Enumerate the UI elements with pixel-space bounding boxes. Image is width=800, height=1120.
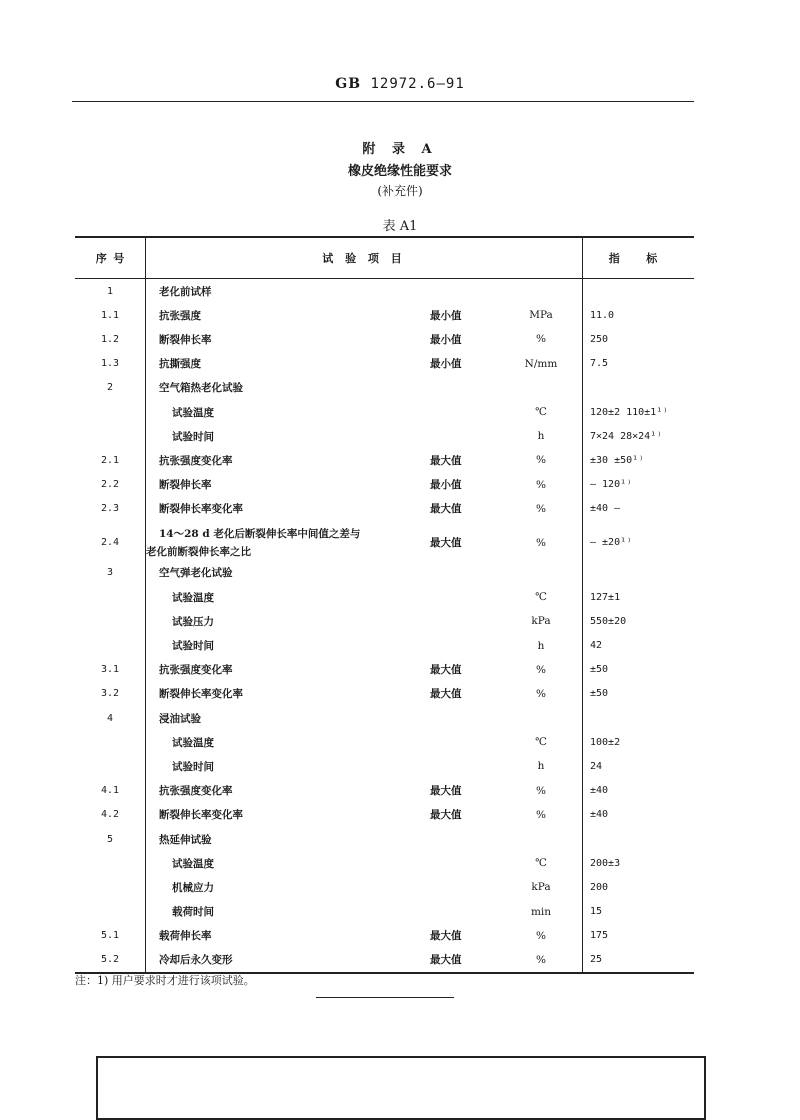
row-unit: kPa (531, 615, 551, 628)
row-unit: % (536, 663, 546, 676)
table-row (75, 352, 694, 376)
row-number (75, 609, 146, 633)
table-row (75, 609, 694, 633)
table-row (75, 658, 694, 682)
row-number: 2.4 (75, 521, 146, 561)
row-limit (430, 851, 500, 875)
row-unit: N/mm (524, 357, 558, 370)
row-unit: % (536, 333, 546, 346)
row-number: 5.1 (75, 924, 146, 948)
row-value: — 120¹⁾ (583, 473, 695, 497)
row-value (583, 279, 695, 304)
row-value: 24 (583, 754, 695, 778)
row-value (583, 561, 695, 585)
row-value: 175 (583, 924, 695, 948)
row-value: 7×24 28×24¹⁾ (583, 424, 695, 448)
row-unit: MPa (529, 309, 553, 322)
standard-code-number: 12972.6—91 (361, 76, 465, 92)
row-item: 热延伸试验 (159, 833, 212, 846)
row-limit (430, 376, 500, 400)
row-item: 试验压力 (172, 615, 214, 628)
row-value: ±50 (583, 682, 695, 706)
row-value: 100±2 (583, 730, 695, 754)
row-limit: 最大值 (430, 503, 462, 516)
table-row (75, 851, 694, 875)
row-number (75, 851, 146, 875)
footnote: 注：1) 用户要求时才进行该项试验。 (75, 974, 255, 987)
row-unit: kPa (531, 881, 551, 894)
row-item: 抗张强度 (159, 309, 201, 322)
row-item: 载荷时间 (172, 906, 214, 919)
row-item: 试验时间 (172, 760, 214, 773)
row-unit: % (536, 784, 546, 797)
row-number: 2 (75, 376, 146, 400)
table-row (75, 400, 694, 424)
row-value: 120±2 110±1¹⁾ (583, 400, 695, 424)
row-unit: % (536, 536, 546, 549)
row-limit: 最大值 (430, 664, 462, 677)
row-number (75, 633, 146, 657)
row-unit: h (537, 430, 545, 443)
row-limit (430, 424, 500, 448)
row-unit (500, 279, 583, 304)
row-item: 空气弹老化试验 (159, 567, 233, 580)
row-value: ±50 (583, 658, 695, 682)
row-value: ±40 (583, 779, 695, 803)
row-value: 200±3 (583, 851, 695, 875)
row-value: — ±20¹⁾ (583, 521, 695, 561)
row-unit: % (536, 929, 546, 942)
row-number (75, 754, 146, 778)
row-limit: 最大值 (430, 930, 462, 943)
table-row (75, 924, 694, 948)
row-value: 15 (583, 900, 695, 924)
row-unit (500, 376, 583, 400)
row-unit: ℃ (535, 736, 547, 749)
row-item-line: 老化前断裂伸长率之比 (146, 545, 251, 558)
row-number: 5.2 (75, 948, 146, 973)
row-value: 11.0 (583, 303, 695, 327)
table-header-row (75, 237, 694, 279)
row-limit: 最小值 (430, 358, 462, 371)
row-limit: 最小值 (430, 309, 462, 322)
row-value: 25 (583, 948, 695, 973)
row-limit (430, 609, 500, 633)
appendix-name: 橡皮绝缘性能要求 (347, 164, 452, 179)
row-value: 550±20 (583, 609, 695, 633)
row-limit: 最大值 (430, 454, 462, 467)
appendix-note: (补充件) (377, 184, 423, 198)
row-unit: % (536, 687, 546, 700)
row-item: 空气箱热老化试验 (159, 382, 243, 395)
row-item (146, 521, 431, 561)
appendix-title: 附 录 A (362, 142, 438, 157)
row-limit (430, 633, 500, 657)
row-unit: h (537, 639, 545, 652)
row-limit: 最小值 (430, 333, 462, 346)
row-number (75, 400, 146, 424)
row-unit: ℃ (535, 591, 547, 604)
table-row (75, 827, 694, 851)
row-value (583, 376, 695, 400)
row-item: 断裂伸长率变化率 (159, 809, 243, 822)
row-limit (430, 585, 500, 609)
row-limit: 最大值 (430, 785, 462, 798)
row-unit: % (536, 502, 546, 515)
row-item: 冷却后永久变形 (146, 948, 431, 973)
table-caption: 表 A1 (382, 219, 418, 234)
table-row (75, 585, 694, 609)
row-item: 试验时间 (172, 430, 214, 443)
row-limit (430, 730, 500, 754)
row-value: ±40 — (583, 497, 695, 521)
row-number: 3.2 (75, 682, 146, 706)
row-number: 3.1 (75, 658, 146, 682)
row-number: 1 (75, 279, 146, 304)
row-limit (430, 827, 500, 851)
row-item: 抗张强度变化率 (159, 454, 233, 467)
table-row (75, 706, 694, 730)
table-row (75, 779, 694, 803)
row-value: ±40 (583, 803, 695, 827)
row-number: 1.2 (75, 327, 146, 351)
table-row (75, 521, 694, 561)
row-limit: 最大值 (430, 536, 462, 549)
row-number (75, 730, 146, 754)
row-item: 机械应力 (172, 881, 214, 894)
row-unit: % (536, 808, 546, 821)
table-row (75, 900, 694, 924)
row-item: 抗张强度变化率 (159, 664, 233, 677)
row-number: 4 (75, 706, 146, 730)
bottom-frame (96, 1056, 706, 1120)
table-row (75, 303, 694, 327)
table-row (75, 561, 694, 585)
row-unit: h (537, 760, 545, 773)
table-row (75, 424, 694, 448)
row-unit: % (500, 948, 583, 973)
end-rule (316, 997, 454, 998)
table-row (75, 730, 694, 754)
row-number (75, 875, 146, 899)
row-limit (430, 400, 500, 424)
row-number: 3 (75, 561, 146, 585)
row-limit (430, 706, 500, 730)
row-unit (500, 561, 583, 585)
row-value (583, 706, 695, 730)
row-item: 试验温度 (172, 591, 214, 604)
table-row (75, 633, 694, 657)
row-item: 试验时间 (172, 640, 214, 653)
row-value: 250 (583, 327, 695, 351)
standard-header (0, 76, 800, 92)
table-row (75, 754, 694, 778)
row-item: 试验温度 (172, 736, 214, 749)
row-number (75, 424, 146, 448)
row-number: 4.2 (75, 803, 146, 827)
row-value: ±30 ±50¹⁾ (583, 448, 695, 472)
row-number: 1.1 (75, 303, 146, 327)
table-row (75, 875, 694, 899)
row-limit: 最大值 (430, 809, 462, 822)
row-item: 试验温度 (172, 857, 214, 870)
row-item-line: 14～28 d 老化后断裂伸长率中间值之差与 (159, 527, 361, 540)
row-unit: % (536, 454, 546, 467)
row-unit: ℃ (535, 406, 547, 419)
row-limit (430, 875, 500, 899)
table-row (75, 376, 694, 400)
row-value: 42 (583, 633, 695, 657)
row-number: 1.3 (75, 352, 146, 376)
row-value: 127±1 (583, 585, 695, 609)
row-item: 浸油试验 (159, 712, 201, 725)
row-limit (430, 279, 500, 304)
row-item: 抗撕强度 (159, 358, 201, 371)
table-row (75, 279, 694, 304)
column-header-no: 序 号 (75, 237, 146, 279)
row-unit: % (536, 478, 546, 491)
table-row (75, 473, 694, 497)
row-item: 断裂伸长率 (159, 333, 212, 346)
row-number (75, 585, 146, 609)
row-number: 4.1 (75, 779, 146, 803)
row-item: 载荷伸长率 (159, 930, 212, 943)
table-row (75, 497, 694, 521)
row-value: 200 (583, 875, 695, 899)
row-item: 断裂伸长率变化率 (159, 688, 243, 701)
row-limit (430, 900, 500, 924)
row-unit (500, 706, 583, 730)
table-row (75, 803, 694, 827)
table-row (75, 948, 694, 973)
table-row (75, 327, 694, 351)
row-number: 5 (75, 827, 146, 851)
table-row (75, 448, 694, 472)
row-unit (500, 827, 583, 851)
row-number: 2.3 (75, 497, 146, 521)
row-item: 断裂伸长率 (159, 479, 212, 492)
row-item: 断裂伸长率变化率 (159, 503, 243, 516)
standard-code-prefix: GB (335, 76, 362, 92)
row-limit: 最大值 (430, 688, 462, 701)
header-rule (72, 101, 694, 102)
row-limit (430, 754, 500, 778)
requirements-table (75, 236, 694, 974)
column-header-value: 指 标 (583, 237, 695, 279)
column-header-item: 试 验 项 目 (146, 237, 583, 279)
row-item: 老化前试样 (159, 285, 212, 298)
row-item: 试验温度 (172, 406, 214, 419)
row-value (583, 827, 695, 851)
row-number (75, 900, 146, 924)
row-item: 抗张强度变化率 (159, 785, 233, 798)
row-unit: ℃ (535, 857, 547, 870)
row-number: 2.1 (75, 448, 146, 472)
row-number: 2.2 (75, 473, 146, 497)
row-limit: 最大值 (430, 948, 500, 973)
row-limit (430, 561, 500, 585)
row-limit: 最小值 (430, 479, 462, 492)
row-value: 7.5 (583, 352, 695, 376)
row-unit: min (530, 905, 552, 918)
table-row (75, 682, 694, 706)
